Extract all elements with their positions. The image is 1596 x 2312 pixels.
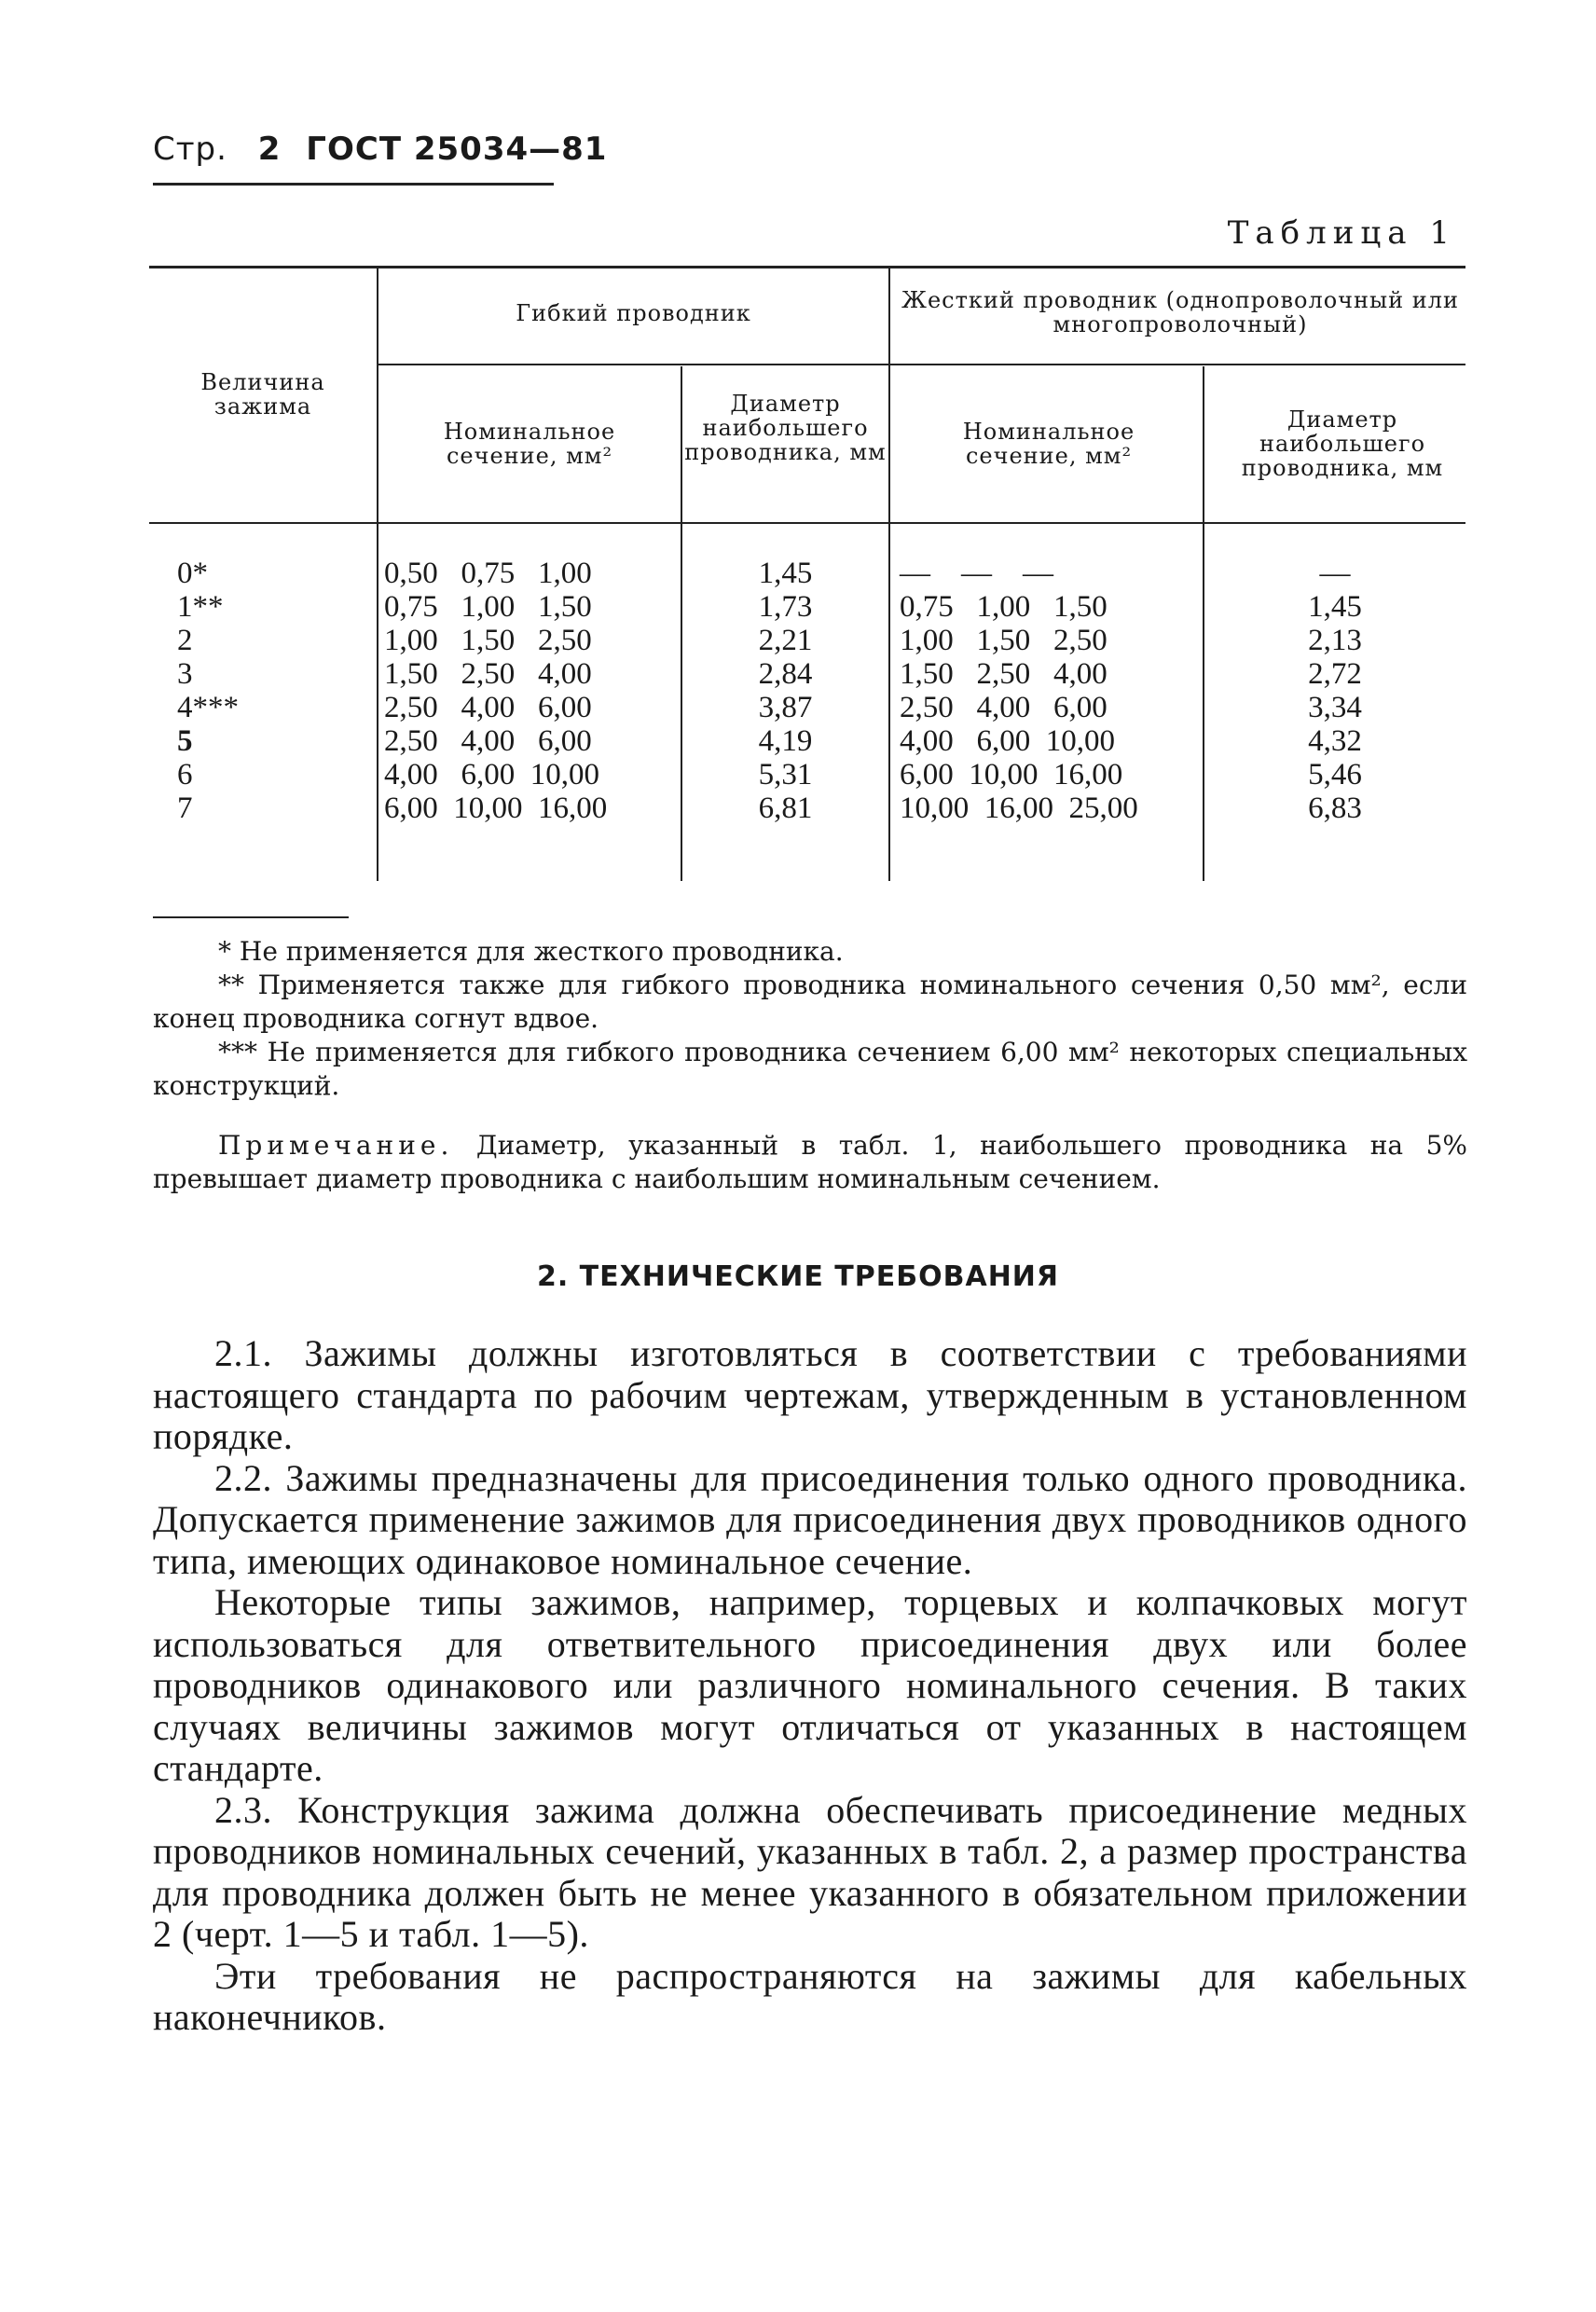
conductor-table <box>149 266 1465 881</box>
header-rigid: Жесткий проводник (однопроволочный или многопроволочный) <box>901 287 1459 337</box>
cell-flex-diameter: 3,87 <box>758 691 813 724</box>
cell-rigid-nominal: 4,00 6,00 10,00 <box>900 724 1115 758</box>
table-header-rule <box>149 522 1465 524</box>
paragraph-2-3-extra: Эти требования не распространяются на зажимы для кабельных наконечников. <box>153 1954 1467 2038</box>
cell-flex-nominal: 4,00 6,00 10,00 <box>384 758 599 791</box>
cell-flex-nominal: 0,50 0,75 1,00 <box>384 557 592 590</box>
cell-size: 0* <box>177 557 208 590</box>
standard-number: ГОСТ 25034—81 <box>306 131 608 168</box>
cell-rigid-diameter: — <box>1319 557 1351 590</box>
section-body <box>153 1333 1467 2039</box>
cell-rigid-nominal: 1,50 2,50 4,00 <box>900 657 1108 691</box>
cell-rigid-diameter: 6,83 <box>1308 791 1362 825</box>
cell-rigid-nominal: 10,00 16,00 25,00 <box>900 791 1138 825</box>
footnotes <box>153 935 1467 1196</box>
cell-rigid-nominal: 1,00 1,50 2,50 <box>900 624 1108 657</box>
cell-size: 1** <box>177 590 224 624</box>
cell-rigid-nominal: 6,00 10,00 16,00 <box>900 758 1123 791</box>
cell-rigid-diameter: 5,46 <box>1308 758 1362 791</box>
cell-size: 2 <box>177 624 193 657</box>
paragraph-2-1: 2.1. Зажимы должны изготовляться в соответствии с требованиями настоящего стандарта по рабочим чертежам, утвержденным в установленном порядке. <box>153 1332 1467 1457</box>
cell-size: 5 <box>177 724 193 758</box>
header-flex-diameter: Диаметр наибольшего проводника, мм <box>684 391 887 465</box>
cell-size: 3 <box>177 657 193 691</box>
table-note <box>153 1129 1467 1196</box>
footnote-2: ** Применяется также для гибкого проводника номинального сечения 0,50 мм², если конец проводника согнут вдвое. <box>153 970 1467 1034</box>
cell-flex-diameter: 6,81 <box>758 791 813 825</box>
cell-rigid-diameter: 3,34 <box>1308 691 1362 724</box>
header-flex-nominal: Номинальное сечение, мм² <box>443 419 616 469</box>
cell-size: 7 <box>177 791 193 825</box>
cell-flex-nominal: 0,75 1,00 1,50 <box>384 590 592 624</box>
cell-flex-diameter: 5,31 <box>758 758 813 791</box>
table-top-rule <box>149 266 1465 268</box>
header-size: Величина зажима <box>200 369 325 420</box>
table-caption: Таблица 1 <box>1227 214 1456 252</box>
page-header <box>153 131 607 168</box>
cell-size: 4*** <box>177 691 239 724</box>
cell-rigid-diameter: 2,13 <box>1308 624 1362 657</box>
cell-rigid-diameter: 2,72 <box>1308 657 1362 691</box>
cell-rigid-nominal: 2,50 4,00 6,00 <box>900 691 1108 724</box>
cell-flex-diameter: 1,45 <box>758 557 813 590</box>
col-rule <box>888 266 890 881</box>
header-flexible: Гибкий проводник <box>516 300 751 326</box>
cell-rigid-nominal: — — — <box>900 557 1053 590</box>
cell-flex-nominal: 1,00 1,50 2,50 <box>384 624 592 657</box>
cell-rigid-nominal: 0,75 1,00 1,50 <box>900 590 1108 624</box>
footnote-rule <box>153 916 349 918</box>
cell-flex-diameter: 2,84 <box>758 657 813 691</box>
header-rigid-diameter: Диаметр наибольшего проводника, мм <box>1241 406 1444 481</box>
cell-flex-diameter: 4,19 <box>758 724 813 758</box>
cell-rigid-diameter: 1,45 <box>1308 590 1362 624</box>
cell-flex-diameter: 1,73 <box>758 590 813 624</box>
cell-flex-diameter: 2,21 <box>758 624 813 657</box>
header-rigid-nominal: Номинальное сечение, мм² <box>962 419 1135 469</box>
paragraph-2-2-extra: Некоторые типы зажимов, например, торцевых и колпачковых могут использоваться для ответвительного присоединения двух или более проводников одинакового или различного номинального сечения. В таких случаях величины зажимов могут отличаться от указанных в настоящем стандарте. <box>153 1581 1467 1789</box>
note-label: Примечание. <box>218 1130 454 1161</box>
page-prefix: Стр. <box>153 131 227 168</box>
table-group-rule <box>378 364 1465 365</box>
cell-size: 6 <box>177 758 193 791</box>
paragraph-2-3: 2.3. Конструкция зажима должна обеспечивать присоединение медных проводников номинальных сечений, указанных в табл. 2, а размер пространства для проводника должен быть не менее указанного в обязательном приложении 2 (черт. 1—5 и табл. 1—5). <box>153 1788 1467 1955</box>
page-number: 2 <box>257 131 282 168</box>
footnote-3: *** Не применяется для гибкого проводника сечением 6,00 мм² некоторых специальных конструкций. <box>153 1037 1467 1101</box>
cell-flex-nominal: 2,50 4,00 6,00 <box>384 724 592 758</box>
footnote-1: * Не применяется для жесткого проводника. <box>218 936 844 967</box>
cell-flex-nominal: 2,50 4,00 6,00 <box>384 691 592 724</box>
header-rule <box>153 183 554 186</box>
col-rule <box>377 266 378 881</box>
note-text: Диаметр, указанный в табл. 1, наибольшего проводника на 5% превышает диаметр проводника с наибольшим номинальным сечением. <box>153 1130 1467 1194</box>
cell-flex-nominal: 6,00 10,00 16,00 <box>384 791 608 825</box>
paragraph-2-2: 2.2. Зажимы предназначены для присоединения только одного проводника. Допускается применение зажимов для присоединения двух проводников одного типа, имеющих одинаковое номинальное сечение. <box>153 1456 1467 1582</box>
cell-rigid-diameter: 4,32 <box>1308 724 1362 758</box>
section-title: 2. ТЕХНИЧЕСКИЕ ТРЕБОВАНИЯ <box>536 1260 1060 1293</box>
cell-flex-nominal: 1,50 2,50 4,00 <box>384 657 592 691</box>
